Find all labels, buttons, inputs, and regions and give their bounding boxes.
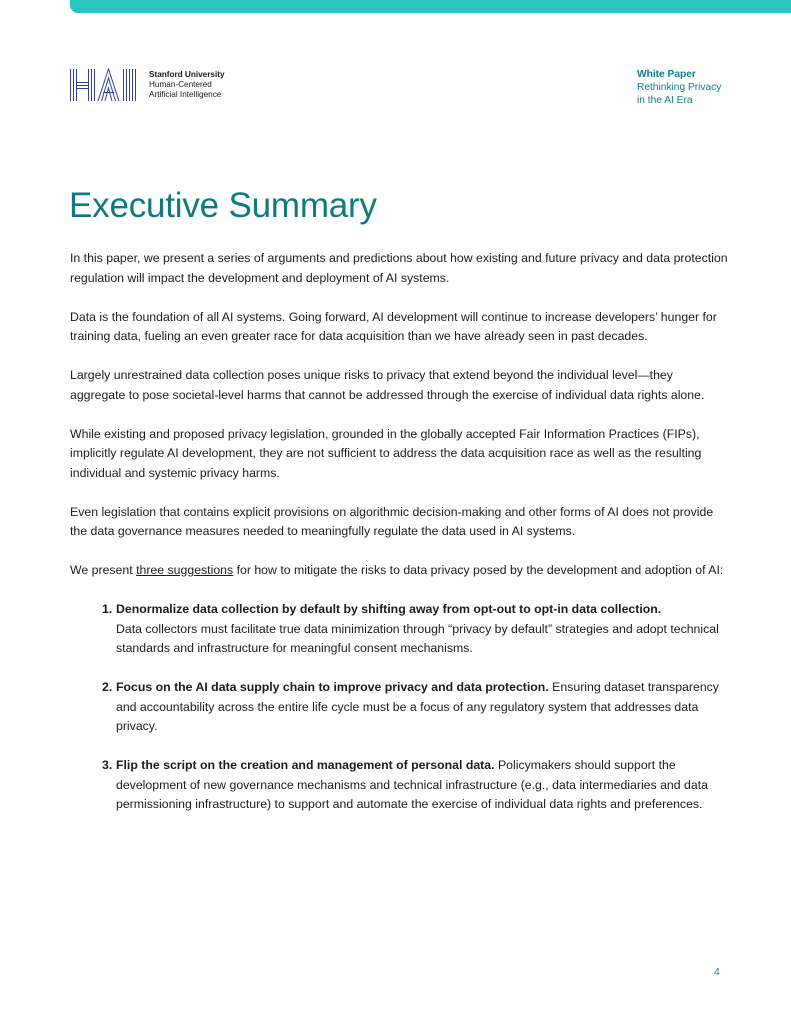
suggestions-intro (70, 561, 730, 581)
three-suggestions-link[interactable]: three suggestions (136, 563, 234, 577)
suggestion-item (70, 600, 730, 659)
hai-logo (70, 68, 225, 102)
page-number: 4 (714, 966, 720, 978)
paragraph-3: Largely unrestrained data collection poses unique risks to privacy that extend beyond the individual level—they aggregate to pose societal-level harms that cannot be addressed through the exercise of individual data rights alone. (70, 368, 705, 402)
suggestion-number: 1. (102, 602, 113, 616)
org-line-3: Artificial Intelligence (149, 90, 222, 100)
paragraph-4: While existing and proposed privacy legislation, grounded in the globally accepted Fair Information Practices (FIPs), implicitly regulate AI development, they are not sufficient to address the data acquisition race as well as the resulting individual and systemic privacy harms. (70, 426, 702, 480)
suggestion-item (70, 678, 730, 737)
hai-logo-mark (70, 68, 140, 102)
doc-title-line-1: Rethinking Privacy (637, 82, 722, 94)
suggestion-heading: Denormalize data collection by default by shifting away from opt-out to opt-in data collection. (116, 602, 662, 616)
org-line-1: Stanford University (149, 69, 225, 79)
suggestion-text: Policymakers should support the development of new governance mechanisms and technical infrastructure (e.g., data intermediaries and data permissioning infrastructure) to support and automate the exercise of individual data rights and preferences. (116, 758, 708, 811)
suggestions-list (70, 600, 730, 815)
doc-title-line-2: in the AI Era (637, 95, 693, 107)
suggestion-heading: Focus on the AI data supply chain to improve privacy and data protection. (116, 680, 549, 694)
top-accent-bar (70, 0, 791, 13)
paragraph-1: In this paper, we present a series of arguments and predictions about how existing and future privacy and data protection regulation will impact the development and deployment of AI systems. (70, 251, 728, 285)
paragraph-2: Data is the foundation of all AI systems. Going forward, AI development will continue to increase developers’ hunger for training data, fueling an even greater race for data acquisition than we have already seen in past decades. (70, 309, 717, 343)
page-title: Executive Summary (69, 186, 377, 225)
body-content (70, 249, 730, 834)
suggestion-text: Data collectors must facilitate true data minimization through “privacy by default” strategies and adopt technical standards and infrastructure for meaningful consent mechanisms. (116, 621, 719, 655)
logo-wordmark (149, 70, 225, 101)
intro-after: for how to mitigate the risks to data privacy posed by the development and adoption of AI: (233, 563, 724, 577)
suggestion-item (70, 756, 730, 815)
intro-before: We present (70, 563, 137, 577)
org-line-2: Human-Centered (149, 79, 212, 89)
suggestion-text: Ensuring dataset transparency and accountability across the entire life cycle must be a focus of any regulatory system that addresses data privacy. (116, 680, 719, 733)
suggestion-heading: Flip the script on the creation and management of personal data. (116, 758, 495, 772)
paragraph-5: Even legislation that contains explicit provisions on algorithmic decision-making and other forms of AI does not provide the data governance measures needed to meaningfully regulate the data used in AI systems. (70, 504, 714, 538)
suggestion-number: 2. (102, 680, 113, 694)
suggestion-number: 3. (102, 758, 113, 772)
doc-type: White Paper (637, 69, 696, 80)
document-meta (637, 68, 721, 108)
